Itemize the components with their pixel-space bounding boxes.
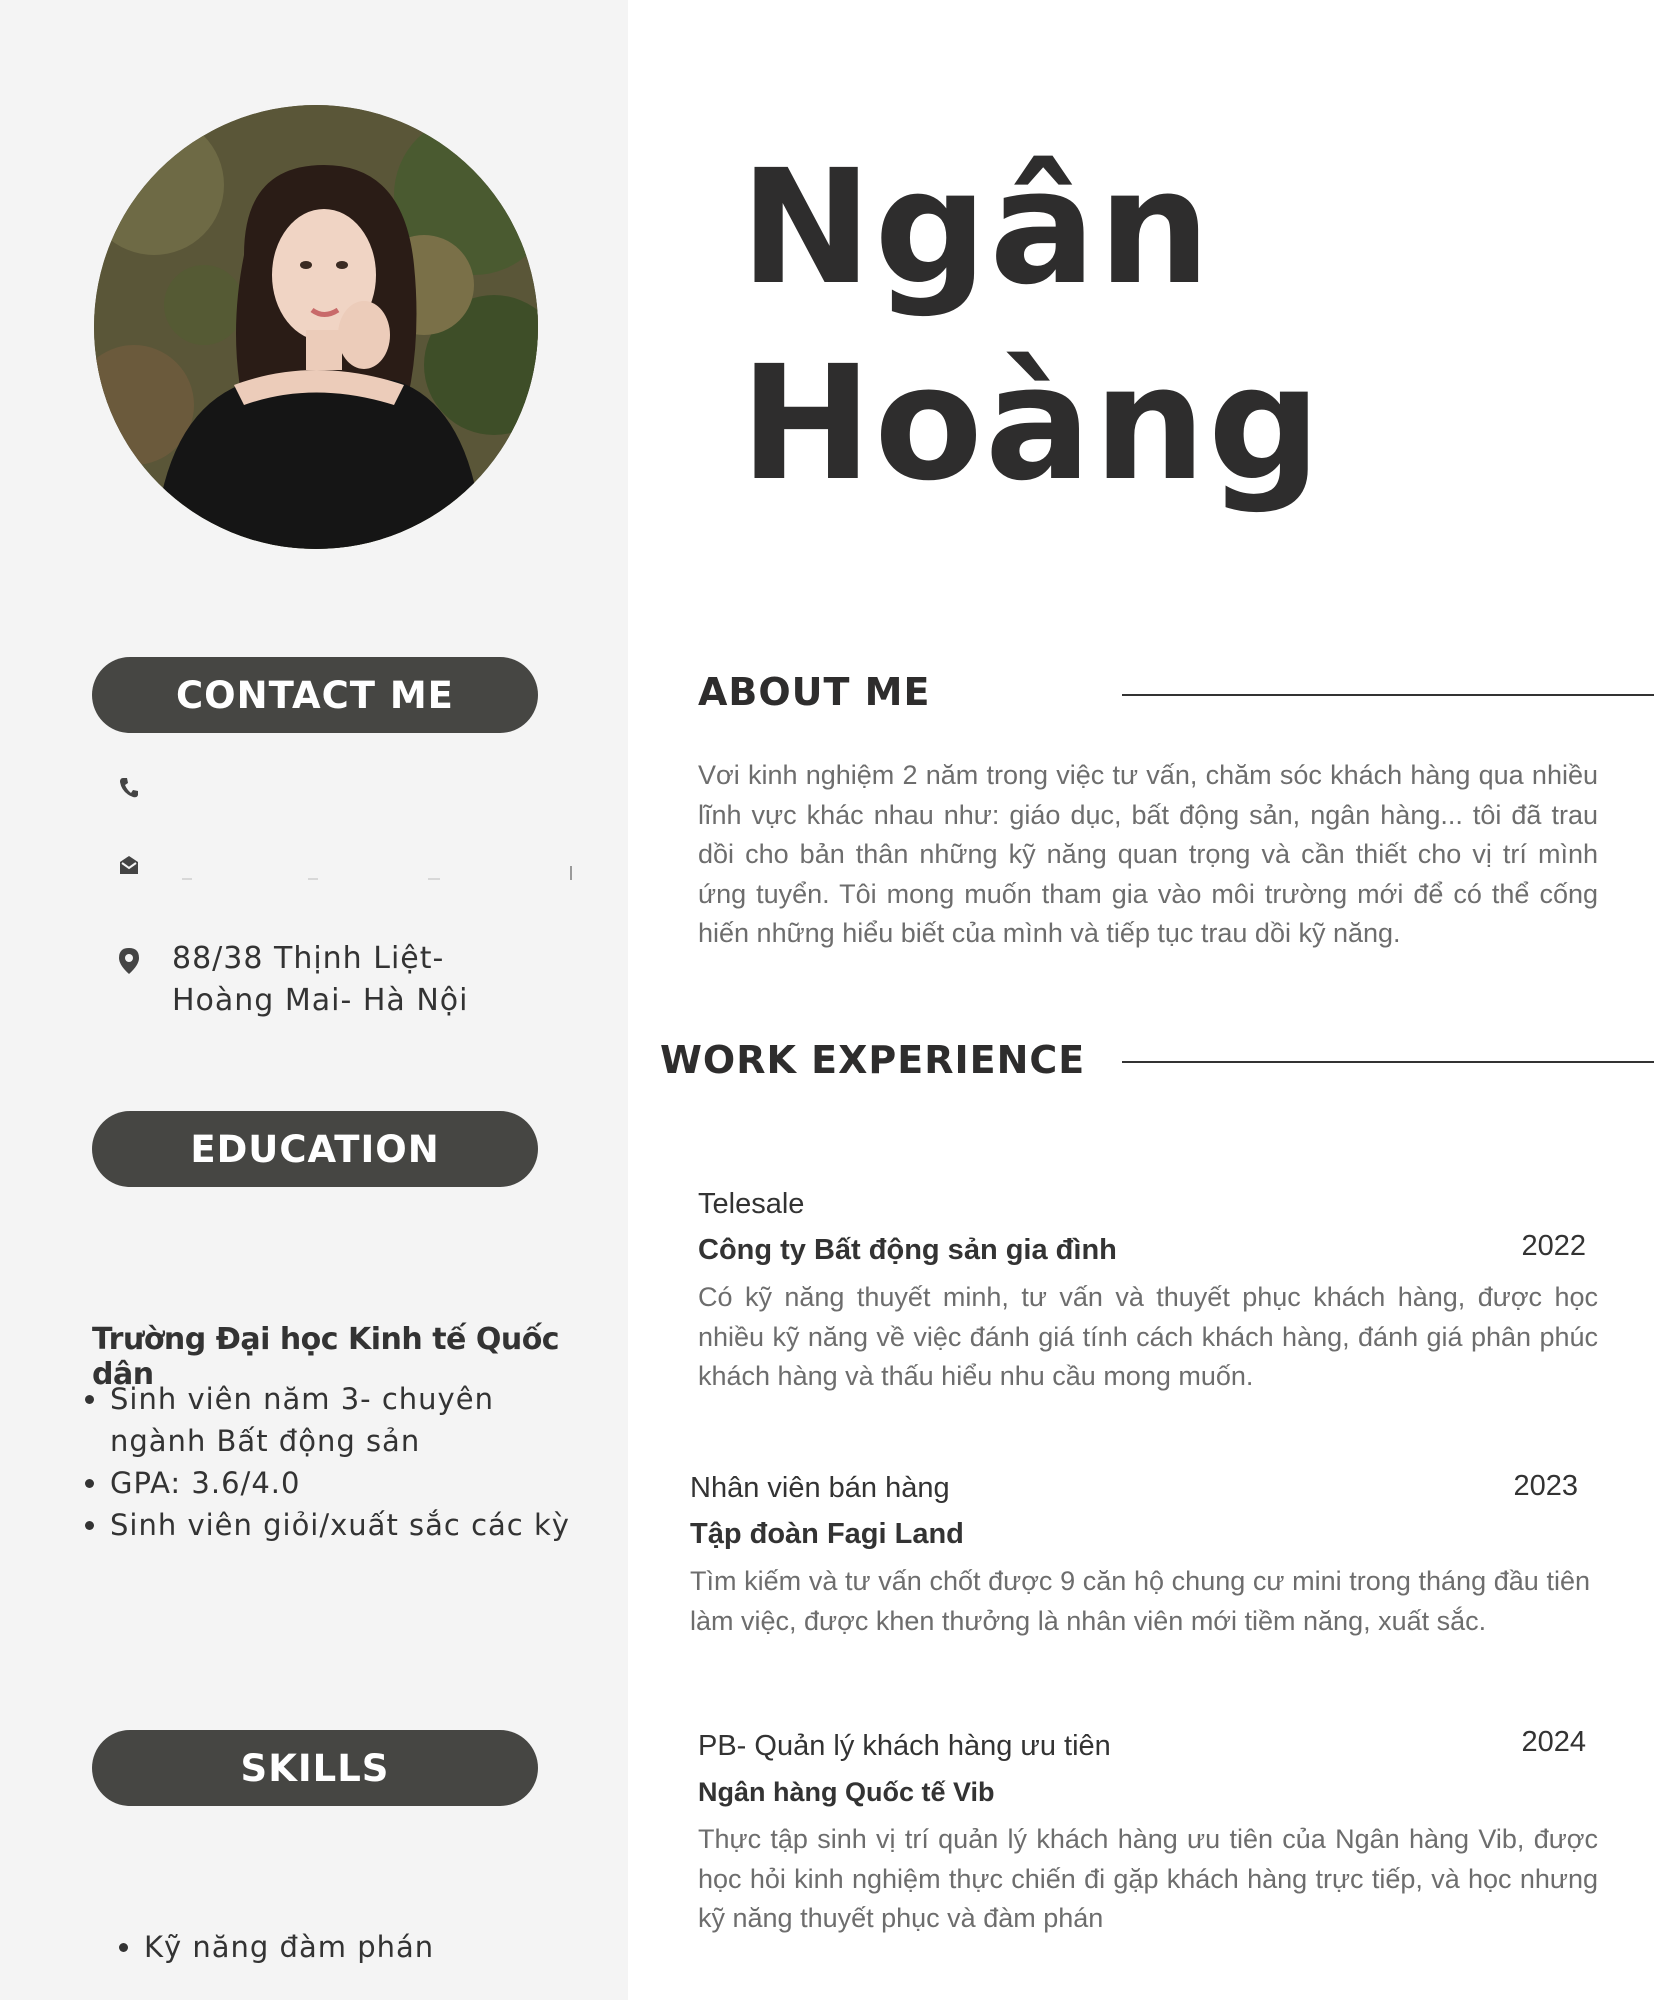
location-pin-icon	[116, 948, 142, 974]
portrait-illustration	[94, 105, 538, 549]
address-line-1: 88/38 Thịnh Liệt-	[172, 941, 445, 976]
job-year: 2024	[1521, 1726, 1586, 1758]
first-name: Ngân	[740, 136, 1213, 320]
job-year: 2023	[1513, 1470, 1578, 1502]
job-description: Có kỹ năng thuyết minh, tư vấn và thuyết phục khách hàng, được học nhiều kỹ năng về việc đánh giá tính cách khách hàng, đánh giá phân phúc khách hàng và thấu hiểu nhu cầu mong muốn.	[698, 1282, 1598, 1391]
education-item: • Sinh viên năm 3- chuyên ngành Bất động sản	[110, 1378, 590, 1462]
about-heading: ABOUT ME	[698, 670, 931, 714]
last-name: Hoàng	[740, 332, 1323, 516]
job-company: Tập đoàn Fagi Land	[690, 1518, 964, 1550]
work-item-bank	[698, 1726, 1598, 1939]
profile-photo	[94, 105, 538, 549]
education-item: • GPA: 3.6/4.0	[110, 1462, 590, 1504]
job-company: Công ty Bất động sản gia đình	[698, 1234, 1117, 1266]
job-role: Nhân viên bán hàng	[690, 1472, 950, 1504]
job-company: Ngân hàng Quốc tế Vib	[698, 1777, 995, 1807]
job-year: 2022	[1521, 1230, 1586, 1262]
candidate-name	[740, 130, 1323, 522]
education-item: • Sinh viên giỏi/xuất sắc các kỳ	[110, 1504, 590, 1546]
work-divider	[1122, 1061, 1654, 1063]
job-description: Thực tập sinh vị trí quản lý khách hàng ưu tiên của Ngân hàng Vib, được học hỏi kinh nghiệm thực chiến đi gặp khách hàng trực tiếp, và học nhưng kỹ năng thuyết phục và đàm phán	[698, 1824, 1598, 1933]
email-icon	[116, 852, 142, 878]
work-heading: WORK EXPERIENCE	[660, 1038, 1086, 1082]
about-divider	[1122, 694, 1654, 696]
education-school: Trường Đại học Kinh tế Quốc dân	[92, 1322, 560, 1392]
address-text	[172, 938, 468, 1022]
contact-heading: CONTACT ME	[92, 657, 538, 733]
education-list	[110, 1378, 590, 1546]
about-text: Vơi kinh nghiệm 2 năm trong việc tư vấn, chăm sóc khách hàng qua nhiều lĩnh vực khác nhau như: giáo dục, bất động sản, ngân hàng... tôi đã trau dồi cho bản thân những kỹ năng quan trọng và cần thiết cho vị trí mình ứng tuyển. Tôi mong muốn tham gia vào môi trường mới để có thể cống hiến những hiểu biết của mình và tiếp tục trau dồi kỹ năng.	[698, 760, 1598, 948]
education-heading: EDUCATION	[92, 1111, 538, 1187]
phone-icon	[116, 775, 142, 801]
skills-heading: SKILLS	[92, 1730, 538, 1806]
work-item-sales	[690, 1468, 1590, 1641]
skill-item: • Kỹ năng đàm phán	[144, 1926, 584, 1968]
sidebar	[0, 0, 628, 2000]
job-description: Tìm kiếm và tư vấn chốt được 9 căn hộ chung cư mini trong tháng đầu tiên làm việc, được khen thưởng là nhân viên mới tiềm năng, xuất sắc.	[690, 1566, 1590, 1636]
address-line-2: Hoàng Mai- Hà Nội	[172, 983, 469, 1018]
contact-phone	[116, 775, 172, 801]
job-role: Telesale	[698, 1188, 805, 1220]
work-item-telesale	[698, 1184, 1598, 1397]
contact-email	[116, 852, 172, 878]
skills-list	[144, 1926, 584, 1968]
email-redaction-marks	[178, 878, 578, 880]
contact-address	[116, 938, 468, 1022]
job-role: PB- Quản lý khách hàng ưu tiên	[698, 1730, 1111, 1762]
